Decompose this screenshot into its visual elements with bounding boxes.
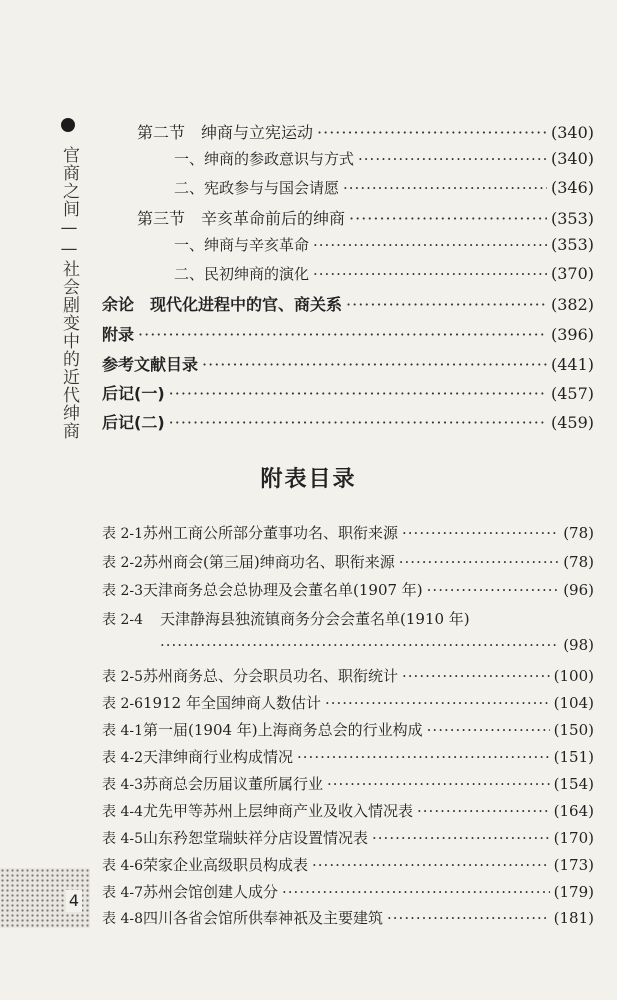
toc-entry-page: (396): [550, 325, 594, 344]
toc-entry-page: (346): [550, 178, 594, 197]
toc-entry-title: 余论 现代化进程中的官、商关系: [102, 295, 343, 314]
leader-dots: [327, 775, 550, 793]
table-entry-continuation: [160, 636, 594, 654]
toc-entry-title: 第三节 辛亥革命前后的绅商: [137, 209, 346, 228]
table-page: (173): [553, 856, 594, 874]
toc-entry: [137, 206, 594, 229]
table-label: 表 2-3: [102, 583, 143, 599]
table-entry: [102, 579, 594, 600]
table-page: (150): [553, 721, 594, 739]
toc-entry-page: (382): [550, 295, 594, 314]
leader-dots: [372, 829, 550, 847]
table-entry: [102, 827, 594, 848]
leader-dots: [399, 553, 559, 571]
leader-dots: [427, 581, 560, 599]
leader-dots: [312, 856, 550, 874]
leader-dots: [313, 265, 547, 283]
leader-dots: [343, 179, 547, 197]
toc-entry-page: (353): [550, 235, 594, 254]
table-entry: [102, 907, 594, 928]
table-page: (170): [553, 829, 594, 847]
page-number-box: [0, 868, 90, 928]
leader-dots: [169, 384, 547, 403]
table-label: 表 2-2: [102, 555, 143, 571]
table-entry: [102, 881, 594, 902]
toc-entry: [137, 120, 594, 143]
table-page: (164): [553, 802, 594, 820]
table-page: (78): [563, 524, 594, 542]
toc-entry-title: 二、民初绅商的演化: [174, 265, 310, 283]
table-entry: [102, 800, 594, 821]
toc-entry-page: (370): [550, 264, 594, 283]
toc-entry-page: (353): [550, 209, 594, 228]
leader-dots: [282, 883, 550, 901]
table-title: 天津绅商行业构成情况: [143, 748, 294, 766]
table-title: 荣家企业高级职员构成表: [143, 856, 309, 874]
table-entry: [102, 522, 594, 543]
leader-dots: [402, 667, 550, 685]
table-title: 1912 年全国绅商人数估计: [143, 694, 321, 712]
table-label: 表 4-1: [102, 723, 143, 739]
toc-entry: [174, 263, 594, 284]
toc-entry-title: 一、绅商的参政意识与方式: [174, 150, 355, 168]
toc-entry-page: (340): [550, 149, 594, 168]
table-entry: [102, 692, 594, 713]
table-label: 表 2-5: [102, 669, 143, 685]
toc-entry: [174, 148, 594, 169]
table-page: (78): [563, 553, 594, 571]
table-page: (179): [553, 883, 594, 901]
toc-entry-title: 后记(二): [102, 413, 165, 432]
leader-dots: [313, 236, 547, 254]
table-page: (100): [553, 667, 594, 685]
table-label: 表 4-3: [102, 777, 143, 793]
table-label: 表 4-2: [102, 750, 143, 766]
leader-dots: [202, 355, 547, 374]
table-entry: [102, 719, 594, 740]
side-margin: [52, 118, 86, 978]
leader-dots: [402, 524, 559, 542]
toc-entry: [102, 292, 594, 315]
table-entry: [102, 854, 594, 875]
toc-entry: [102, 352, 594, 375]
table-page: (96): [563, 581, 594, 599]
table-entry: [102, 608, 594, 629]
toc-entry-page: (457): [550, 384, 594, 403]
toc-entry-title: 一、绅商与辛亥革命: [174, 236, 310, 254]
table-page: (151): [553, 748, 594, 766]
leader-dots: [417, 802, 550, 820]
leader-dots: [387, 909, 550, 927]
table-title: 第一届(1904 年)上海商务总会的行业构成: [143, 721, 423, 739]
leader-dots: [325, 694, 550, 712]
table-label: 表 4-7: [102, 885, 143, 901]
toc-entry-page: (441): [550, 355, 594, 374]
leader-dots: [349, 209, 547, 228]
toc-entry-title: 参考文献目录: [102, 355, 199, 374]
table-title: 苏州工商公所部分董事功名、职衔来源: [143, 524, 399, 542]
bullet-dot-icon: [61, 118, 75, 132]
table-label: 表 2-4: [102, 612, 143, 628]
table-title: 苏州商会(第三届)绅商功名、职衔来源: [143, 553, 395, 571]
table-entry: [102, 746, 594, 767]
toc-entry: [102, 410, 594, 433]
table-entry: [102, 551, 594, 572]
page-number: 4: [66, 890, 82, 912]
leader-dots: [427, 721, 550, 739]
toc-entry-title: 后记(一): [102, 384, 165, 403]
table-title: 苏州商务总、分会职员功名、职衔统计: [143, 667, 399, 685]
table-title: 山东矜恕堂瑞蚨祥分店设置情况表: [143, 829, 369, 847]
table-page: (98): [563, 636, 594, 654]
table-title: 天津商务总会总协理及会董名单(1907 年): [143, 581, 423, 599]
table-title: 苏商总会历届议董所属行业: [143, 775, 324, 793]
appendix-heading: 附表目录: [260, 467, 357, 492]
toc-entry-title: 附录: [102, 325, 135, 344]
toc-entry: [174, 234, 594, 255]
table-title: 天津静海县独流镇商务分会会董名单(1910 年): [160, 610, 470, 628]
table-label: 表 4-5: [102, 831, 143, 847]
table-entry: [102, 665, 594, 686]
leader-dots: [160, 636, 559, 654]
table-label: 表 4-8: [102, 911, 143, 927]
table-label: 表 2-6: [102, 696, 143, 712]
leader-dots: [346, 295, 547, 314]
table-page: (181): [553, 909, 594, 927]
table-page: (154): [553, 775, 594, 793]
book-title-vertical: 官商之间——社会剧变中的近代绅商: [59, 146, 79, 440]
toc-entry: [102, 322, 594, 345]
table-label: 表 2-1: [102, 526, 143, 542]
table-label: 表 4-4: [102, 804, 143, 820]
table-label: 表 4-6: [102, 858, 143, 874]
toc-entry: [174, 177, 594, 198]
leader-dots: [138, 325, 547, 344]
table-entry: [102, 773, 594, 794]
toc-entry-title: 第二节 绅商与立宪运动: [137, 123, 314, 142]
toc-entry: [102, 381, 594, 404]
toc-entry-page: (459): [550, 413, 594, 432]
table-title: 四川各省会馆所供奉神祇及主要建筑: [143, 909, 384, 927]
table-page: (104): [553, 694, 594, 712]
leader-dots: [358, 150, 547, 168]
table-title: 尤先甲等苏州上层绅商产业及收入情况表: [143, 802, 414, 820]
leader-dots: [297, 748, 550, 766]
leader-dots: [169, 413, 547, 432]
table-title: 苏州会馆创建人成分: [143, 883, 279, 901]
toc-entry-page: (340): [550, 123, 594, 142]
leader-dots: [317, 123, 547, 142]
toc-entry-title: 二、宪政参与与国会请愿: [174, 179, 340, 197]
